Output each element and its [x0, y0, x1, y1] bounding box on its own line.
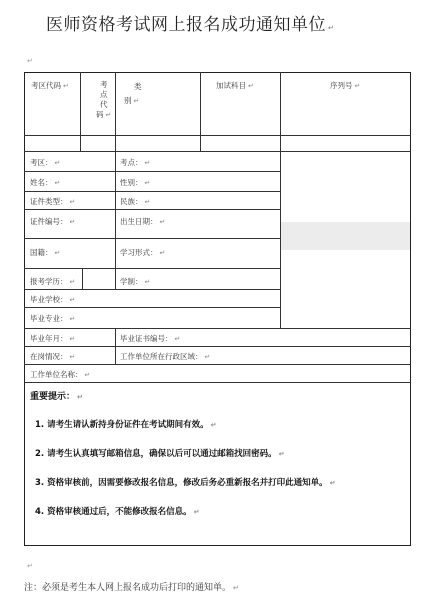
- applicant-education-label: 报考学历： ↵: [30, 277, 76, 286]
- work-unit-name-label: 工作单位名称： ↵: [30, 370, 91, 379]
- header-serial-number: 序列号 ↵: [330, 81, 361, 90]
- birth-date-label: 出生日期： ↵: [120, 217, 166, 226]
- certificate-number-label: 毕业证书编号： ↵: [120, 334, 181, 343]
- exam-area-label: 考区： ↵: [30, 158, 61, 167]
- registration-notice-page: 医师资格考试网上报名成功通知单位 ↵ 考区代码 ↵ 考 点 代 码 ↵ 类 别 ↵ 加试科目 ↵ 序列号 ↵ 考区： ↵ 考点： ↵ 姓名： ↵ 性别： ↵ 证件类型： ↵ 民族： ↵ 证件编号： ↵ 出生日期： ↵ 国籍： ↵ 学习形式： ↵ 报考学历： ↵ 学制： ↵ 毕业学校： ↵ 毕业专业： ↵ 毕业年月： ↵ 毕业证书编号： ↵ 在岗情况： ↵ 工作单位所在行政区域： ↵ 工作单位名称： ↵ 重要提示： ↵ 1. 请考生请认新持身份证件在考试期间有效。 ↵ 2. 请考生认真填写邮箱信息，确保以后可以通过邮箱找回密码。 ↵ 3. 资格审核前，因需要修改报名信息，修改后务必重新报名并打印此通知单。 ↵ 4. 资格审核通过后，不能修改报名信息。 ↵ ↵ ↵ 注：必须是考生本人网上报名成功后打印的通知单。 ↵: [0, 0, 426, 603]
- header-additional-subject: 加试科目 ↵: [216, 81, 254, 90]
- ethnicity-label: 民族： ↵: [120, 197, 151, 206]
- graduation-year-label: 毕业年月： ↵: [30, 334, 76, 343]
- header-exam-area-code: 考区代码 ↵: [31, 81, 69, 90]
- graduation-major-label: 毕业专业： ↵: [30, 314, 76, 323]
- work-region-label: 工作单位所在行政区域： ↵: [120, 352, 211, 361]
- graduation-school-label: 毕业学校： ↵: [30, 295, 76, 304]
- page-title: 医师资格考试网上报名成功通知单位 ↵: [46, 15, 335, 35]
- name-label: 姓名： ↵: [30, 178, 61, 187]
- academic-system-label: 学制： ↵: [120, 277, 151, 286]
- header-category: 类 别 ↵: [124, 82, 142, 105]
- id-number-label: 证件编号： ↵: [30, 217, 76, 226]
- note-item: 3. 资格审核前，因需要修改报名信息，修改后务必重新报名并打印此通知单。 ↵: [35, 478, 336, 488]
- photo-area: [281, 222, 410, 250]
- note-item: 4. 资格审核通过后，不能修改报名信息。 ↵: [35, 507, 200, 517]
- id-type-label: 证件类型： ↵: [30, 197, 76, 206]
- header-exam-site-code: 考 点 代 码 ↵: [96, 80, 112, 119]
- study-form-label: 学习形式： ↵: [120, 248, 166, 257]
- notice-form-table: [24, 72, 411, 546]
- gender-label: 性别： ↵: [120, 178, 151, 187]
- note-item: 2. 请考生认真填写邮箱信息，确保以后可以通过邮箱找回密码。 ↵: [35, 449, 285, 459]
- exam-site-label: 考点： ↵: [120, 158, 151, 167]
- footer-note: 注：必须是考生本人网上报名成功后打印的通知单。 ↵: [24, 583, 239, 593]
- notes-title: 重要提示： ↵: [30, 392, 83, 402]
- nationality-label: 国籍： ↵: [30, 248, 61, 257]
- employment-status-label: 在岗情况： ↵: [30, 352, 76, 361]
- note-item: 1. 请考生请认新持身份证件在考试期间有效。 ↵: [35, 420, 217, 430]
